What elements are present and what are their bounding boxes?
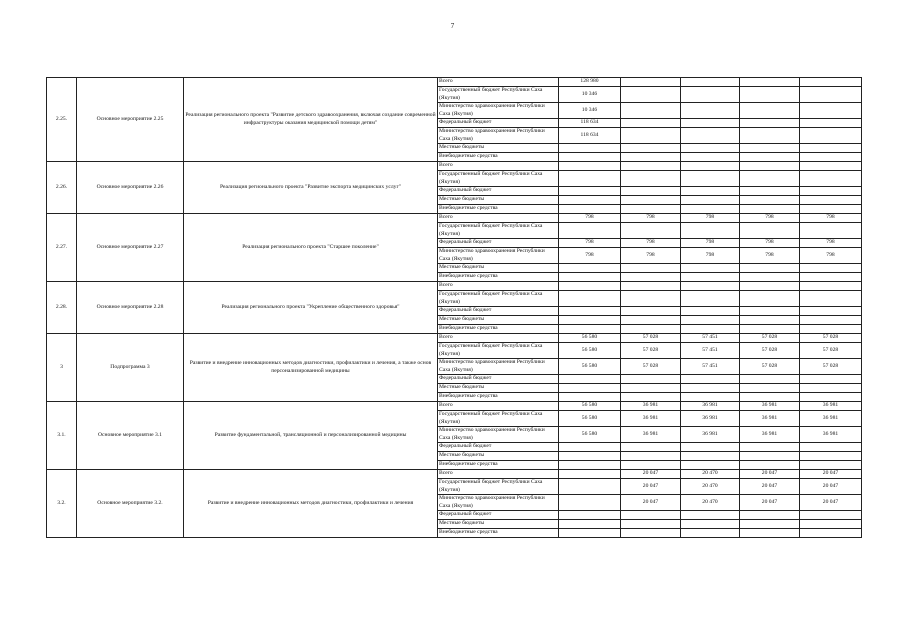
- amount-cell: 36 981: [681, 402, 740, 411]
- amount-cell: 20 047: [621, 479, 681, 495]
- amount-cell: [621, 520, 681, 529]
- amount-cell: [621, 291, 681, 307]
- funding-source: Государственный бюджет Республики Саха (Якутия): [438, 479, 559, 495]
- amount-cell: 36 981: [740, 411, 800, 427]
- item-description: Реализация регионального проекта "Укрепление общественного здоровья": [184, 282, 438, 334]
- amount-cell: 20 047: [740, 479, 800, 495]
- funding-source: Местные бюджеты: [438, 144, 559, 153]
- funding-source: Государственный бюджет Республики Саха (Якутия): [438, 343, 559, 359]
- funding-source: Федеральный бюджет: [438, 239, 559, 248]
- funding-source: Министерство здравоохранения Республики Саха (Якутия): [438, 427, 559, 443]
- funding-source: Государственный бюджет Республики Саха (Якутия): [438, 411, 559, 427]
- amount-cell: 36 981: [800, 411, 862, 427]
- amount-cell: [559, 495, 621, 511]
- amount-cell: [740, 393, 800, 402]
- amount-cell: [621, 119, 681, 128]
- funding-source: Федеральный бюджет: [438, 511, 559, 520]
- amount-cell: [621, 325, 681, 334]
- amount-cell: [559, 325, 621, 334]
- amount-cell: 798: [800, 214, 862, 223]
- amount-cell: [800, 119, 862, 128]
- amount-cell: [740, 461, 800, 470]
- amount-cell: [740, 291, 800, 307]
- amount-cell: [800, 187, 862, 196]
- amount-cell: [621, 103, 681, 119]
- funding-source: Министерство здравоохранения Республики Саха (Якутия): [438, 103, 559, 119]
- amount-cell: [800, 205, 862, 214]
- amount-cell: [681, 461, 740, 470]
- amount-cell: [681, 384, 740, 393]
- item-description: Развитие и внедрение инновационных методов диагностики, профилактики и лечения: [184, 470, 438, 538]
- funding-source: Внебюджетные средства: [438, 153, 559, 162]
- amount-cell: 56 580: [559, 427, 621, 443]
- amount-cell: [740, 162, 800, 171]
- amount-cell: [681, 307, 740, 316]
- amount-cell: 798: [621, 214, 681, 223]
- amount-cell: 36 981: [621, 411, 681, 427]
- amount-cell: [800, 325, 862, 334]
- funding-source: Федеральный бюджет: [438, 187, 559, 196]
- amount-cell: [740, 316, 800, 325]
- amount-cell: [621, 511, 681, 520]
- amount-cell: [559, 273, 621, 282]
- amount-cell: 798: [621, 239, 681, 248]
- amount-cell: [621, 273, 681, 282]
- amount-cell: [681, 171, 740, 187]
- funding-source: Министерство здравоохранения Республики Саха (Якутия): [438, 495, 559, 511]
- amount-cell: 36 981: [681, 427, 740, 443]
- item-number: 3: [47, 334, 77, 402]
- amount-cell: [740, 128, 800, 144]
- amount-cell: [800, 452, 862, 461]
- amount-cell: [800, 128, 862, 144]
- amount-cell: [800, 153, 862, 162]
- amount-cell: [681, 162, 740, 171]
- amount-cell: [559, 461, 621, 470]
- amount-cell: 20 047: [740, 470, 800, 479]
- funding-source: Внебюджетные средства: [438, 273, 559, 282]
- amount-cell: 20 470: [681, 495, 740, 511]
- amount-cell: [800, 264, 862, 273]
- amount-cell: [681, 264, 740, 273]
- amount-cell: 56 580: [559, 334, 621, 343]
- page-number: 7: [450, 22, 455, 30]
- funding-source: Федеральный бюджет: [438, 443, 559, 452]
- amount-cell: [559, 393, 621, 402]
- funding-source: Федеральный бюджет: [438, 119, 559, 128]
- amount-cell: [740, 119, 800, 128]
- amount-cell: [621, 452, 681, 461]
- amount-cell: [740, 144, 800, 153]
- amount-cell: [559, 282, 621, 291]
- amount-cell: [681, 282, 740, 291]
- amount-cell: [621, 196, 681, 205]
- amount-cell: [740, 78, 800, 87]
- amount-cell: [740, 87, 800, 103]
- amount-cell: [800, 393, 862, 402]
- amount-cell: [559, 452, 621, 461]
- amount-cell: 57 451: [681, 343, 740, 359]
- amount-cell: [559, 316, 621, 325]
- table-row: [47, 402, 862, 411]
- amount-cell: 57 028: [740, 359, 800, 375]
- amount-cell: 798: [559, 248, 621, 264]
- amount-cell: [621, 316, 681, 325]
- amount-cell: [681, 520, 740, 529]
- funding-source: Местные бюджеты: [438, 520, 559, 529]
- amount-cell: 36 981: [740, 402, 800, 411]
- amount-cell: 798: [800, 239, 862, 248]
- amount-cell: [681, 153, 740, 162]
- amount-cell: 36 981: [740, 427, 800, 443]
- amount-cell: [681, 196, 740, 205]
- amount-cell: [800, 78, 862, 87]
- funding-source: Местные бюджеты: [438, 384, 559, 393]
- amount-cell: [559, 223, 621, 239]
- amount-cell: [740, 511, 800, 520]
- item-title: Подпрограмма 3: [77, 334, 184, 402]
- amount-cell: 20 047: [621, 470, 681, 479]
- item-number: 2.27.: [47, 214, 77, 282]
- amount-cell: 56 580: [559, 343, 621, 359]
- funding-source: Государственный бюджет Республики Саха (Якутия): [438, 87, 559, 103]
- item-number: 2.28.: [47, 282, 77, 334]
- table-row: [47, 282, 862, 291]
- amount-cell: [800, 103, 862, 119]
- funding-source: Государственный бюджет Республики Саха (Якутия): [438, 291, 559, 307]
- item-number: 3.1.: [47, 402, 77, 470]
- amount-cell: 798: [559, 239, 621, 248]
- amount-cell: [559, 520, 621, 529]
- amount-cell: 20 470: [681, 470, 740, 479]
- amount-cell: [740, 205, 800, 214]
- amount-cell: [681, 273, 740, 282]
- amount-cell: [621, 223, 681, 239]
- funding-source: Местные бюджеты: [438, 196, 559, 205]
- amount-cell: [800, 171, 862, 187]
- amount-cell: 798: [681, 214, 740, 223]
- amount-cell: [621, 162, 681, 171]
- amount-cell: [681, 128, 740, 144]
- amount-cell: [800, 291, 862, 307]
- amount-cell: 36 981: [621, 402, 681, 411]
- amount-cell: 36 981: [621, 427, 681, 443]
- amount-cell: [621, 461, 681, 470]
- amount-cell: [800, 162, 862, 171]
- amount-cell: [681, 87, 740, 103]
- amount-cell: 57 028: [800, 359, 862, 375]
- amount-cell: 57 451: [681, 359, 740, 375]
- amount-cell: [800, 520, 862, 529]
- amount-cell: [621, 384, 681, 393]
- amount-cell: [740, 520, 800, 529]
- amount-cell: [559, 162, 621, 171]
- item-number: 2.26.: [47, 162, 77, 214]
- amount-cell: [740, 171, 800, 187]
- amount-cell: [740, 443, 800, 452]
- amount-cell: [559, 375, 621, 384]
- item-title: Основное мероприятие 2.26: [77, 162, 184, 214]
- amount-cell: [740, 375, 800, 384]
- amount-cell: 57 451: [681, 334, 740, 343]
- amount-cell: 798: [621, 248, 681, 264]
- amount-cell: 798: [740, 214, 800, 223]
- amount-cell: 36 981: [681, 411, 740, 427]
- amount-cell: 20 047: [740, 495, 800, 511]
- table-row: [47, 78, 862, 87]
- amount-cell: [681, 205, 740, 214]
- amount-cell: [800, 87, 862, 103]
- funding-source: Внебюджетные средства: [438, 529, 559, 538]
- funding-source: Всего: [438, 334, 559, 343]
- amount-cell: [621, 529, 681, 538]
- amount-cell: 57 028: [621, 334, 681, 343]
- amount-cell: [800, 461, 862, 470]
- amount-cell: [559, 187, 621, 196]
- amount-cell: [621, 393, 681, 402]
- funding-source: Всего: [438, 282, 559, 291]
- amount-cell: 56 580: [559, 402, 621, 411]
- funding-source: Министерство здравоохранения Республики Саха (Якутия): [438, 248, 559, 264]
- amount-cell: [559, 144, 621, 153]
- amount-cell: [559, 529, 621, 538]
- funding-source: Государственный бюджет Республики Саха (Якутия): [438, 223, 559, 239]
- item-description: Развитие фундаментальной, трансляционной и персонализированной медицины: [184, 402, 438, 470]
- funding-source: Всего: [438, 402, 559, 411]
- amount-cell: [681, 325, 740, 334]
- amount-cell: [681, 452, 740, 461]
- amount-cell: [559, 153, 621, 162]
- amount-cell: [740, 325, 800, 334]
- funding-source: Местные бюджеты: [438, 452, 559, 461]
- amount-cell: [681, 223, 740, 239]
- amount-cell: [740, 223, 800, 239]
- amount-cell: 10 346: [559, 103, 621, 119]
- table-row: [47, 334, 862, 343]
- funding-source: Местные бюджеты: [438, 264, 559, 273]
- table-row: [47, 470, 862, 479]
- amount-cell: [621, 78, 681, 87]
- funding-source: Министерство здравоохранения Республики Саха (Якутия): [438, 128, 559, 144]
- amount-cell: [681, 393, 740, 402]
- funding-source: Всего: [438, 78, 559, 87]
- amount-cell: [559, 264, 621, 273]
- amount-cell: [800, 196, 862, 205]
- amount-cell: [800, 307, 862, 316]
- amount-cell: [559, 307, 621, 316]
- amount-cell: [740, 264, 800, 273]
- amount-cell: [800, 144, 862, 153]
- amount-cell: [621, 171, 681, 187]
- amount-cell: [800, 384, 862, 393]
- amount-cell: [681, 511, 740, 520]
- amount-cell: 36 981: [800, 427, 862, 443]
- funding-source: Государственный бюджет Республики Саха (Якутия): [438, 171, 559, 187]
- amount-cell: [740, 196, 800, 205]
- amount-cell: [621, 282, 681, 291]
- amount-cell: 10 346: [559, 87, 621, 103]
- amount-cell: [800, 375, 862, 384]
- amount-cell: 57 028: [621, 359, 681, 375]
- table-row: [47, 214, 862, 223]
- amount-cell: [621, 307, 681, 316]
- amount-cell: 128 980: [559, 78, 621, 87]
- amount-cell: [621, 187, 681, 196]
- amount-cell: [681, 119, 740, 128]
- funding-source: Федеральный бюджет: [438, 375, 559, 384]
- amount-cell: 20 470: [681, 479, 740, 495]
- amount-cell: [681, 529, 740, 538]
- funding-source: Министерство здравоохранения Республики Саха (Якутия): [438, 359, 559, 375]
- amount-cell: [559, 291, 621, 307]
- funding-source: Внебюджетные средства: [438, 205, 559, 214]
- amount-cell: 57 028: [800, 334, 862, 343]
- amount-cell: [740, 187, 800, 196]
- table-row: [47, 162, 862, 171]
- amount-cell: 118 634: [559, 119, 621, 128]
- item-title: Основное мероприятие 2.25: [77, 78, 184, 162]
- item-description: Реализация регионального проекта "Развитие детского здравоохранения, включая создание современной инфраструктуры оказания медицинской помощи детям": [184, 78, 438, 162]
- amount-cell: [559, 443, 621, 452]
- amount-cell: [740, 452, 800, 461]
- amount-cell: [800, 223, 862, 239]
- amount-cell: 56 580: [559, 359, 621, 375]
- funding-source: Местные бюджеты: [438, 316, 559, 325]
- amount-cell: 798: [740, 248, 800, 264]
- amount-cell: [621, 264, 681, 273]
- amount-cell: [621, 205, 681, 214]
- amount-cell: [681, 78, 740, 87]
- amount-cell: 798: [559, 214, 621, 223]
- item-title: Основное мероприятие 3.2.: [77, 470, 184, 538]
- amount-cell: [559, 171, 621, 187]
- amount-cell: 798: [740, 239, 800, 248]
- item-description: Реализация регионального проекта "Развитие экспорта медицинских услуг": [184, 162, 438, 214]
- amount-cell: [800, 529, 862, 538]
- amount-cell: [559, 196, 621, 205]
- amount-cell: 57 028: [740, 334, 800, 343]
- amount-cell: 798: [800, 248, 862, 264]
- amount-cell: [800, 273, 862, 282]
- funding-source: Внебюджетные средства: [438, 461, 559, 470]
- item-title: Основное мероприятие 2.28: [77, 282, 184, 334]
- amount-cell: 20 047: [800, 479, 862, 495]
- amount-cell: 20 047: [621, 495, 681, 511]
- amount-cell: [800, 511, 862, 520]
- amount-cell: [740, 282, 800, 291]
- item-description: Реализация регионального проекта "Старшее поколение": [184, 214, 438, 282]
- item-title: Основное мероприятие 3.1: [77, 402, 184, 470]
- amount-cell: 56 580: [559, 411, 621, 427]
- amount-cell: [681, 103, 740, 119]
- amount-cell: [621, 153, 681, 162]
- amount-cell: [559, 470, 621, 479]
- amount-cell: [559, 205, 621, 214]
- amount-cell: 20 047: [800, 470, 862, 479]
- amount-cell: [621, 375, 681, 384]
- amount-cell: [621, 87, 681, 103]
- amount-cell: [681, 375, 740, 384]
- amount-cell: [559, 384, 621, 393]
- amount-cell: [559, 511, 621, 520]
- item-number: 3.2.: [47, 470, 77, 538]
- amount-cell: 57 028: [740, 343, 800, 359]
- amount-cell: 36 981: [800, 402, 862, 411]
- amount-cell: 798: [681, 239, 740, 248]
- amount-cell: [740, 273, 800, 282]
- amount-cell: [800, 282, 862, 291]
- amount-cell: 118 634: [559, 128, 621, 144]
- amount-cell: 57 028: [800, 343, 862, 359]
- amount-cell: [681, 443, 740, 452]
- item-description: Развитие и внедрение инновационных методов диагностики, профилактики и лечения, а также основ персонализированной медицины: [184, 334, 438, 402]
- amount-cell: [740, 384, 800, 393]
- amount-cell: [621, 144, 681, 153]
- amount-cell: [800, 316, 862, 325]
- amount-cell: [559, 479, 621, 495]
- amount-cell: [740, 307, 800, 316]
- amount-cell: [681, 187, 740, 196]
- amount-cell: [740, 103, 800, 119]
- amount-cell: [681, 144, 740, 153]
- amount-cell: [681, 316, 740, 325]
- funding-source: Федеральный бюджет: [438, 307, 559, 316]
- amount-cell: 798: [681, 248, 740, 264]
- funding-source: Внебюджетные средства: [438, 325, 559, 334]
- amount-cell: 20 047: [800, 495, 862, 511]
- funding-source: Всего: [438, 162, 559, 171]
- funding-table: [46, 77, 862, 538]
- amount-cell: [800, 443, 862, 452]
- funding-source: Всего: [438, 214, 559, 223]
- amount-cell: [681, 291, 740, 307]
- item-title: Основное мероприятие 2.27: [77, 214, 184, 282]
- amount-cell: [621, 443, 681, 452]
- item-number: 2.25.: [47, 78, 77, 162]
- amount-cell: [740, 529, 800, 538]
- amount-cell: [621, 128, 681, 144]
- amount-cell: 57 028: [621, 343, 681, 359]
- funding-source: Внебюджетные средства: [438, 393, 559, 402]
- amount-cell: [740, 153, 800, 162]
- funding-source: Всего: [438, 470, 559, 479]
